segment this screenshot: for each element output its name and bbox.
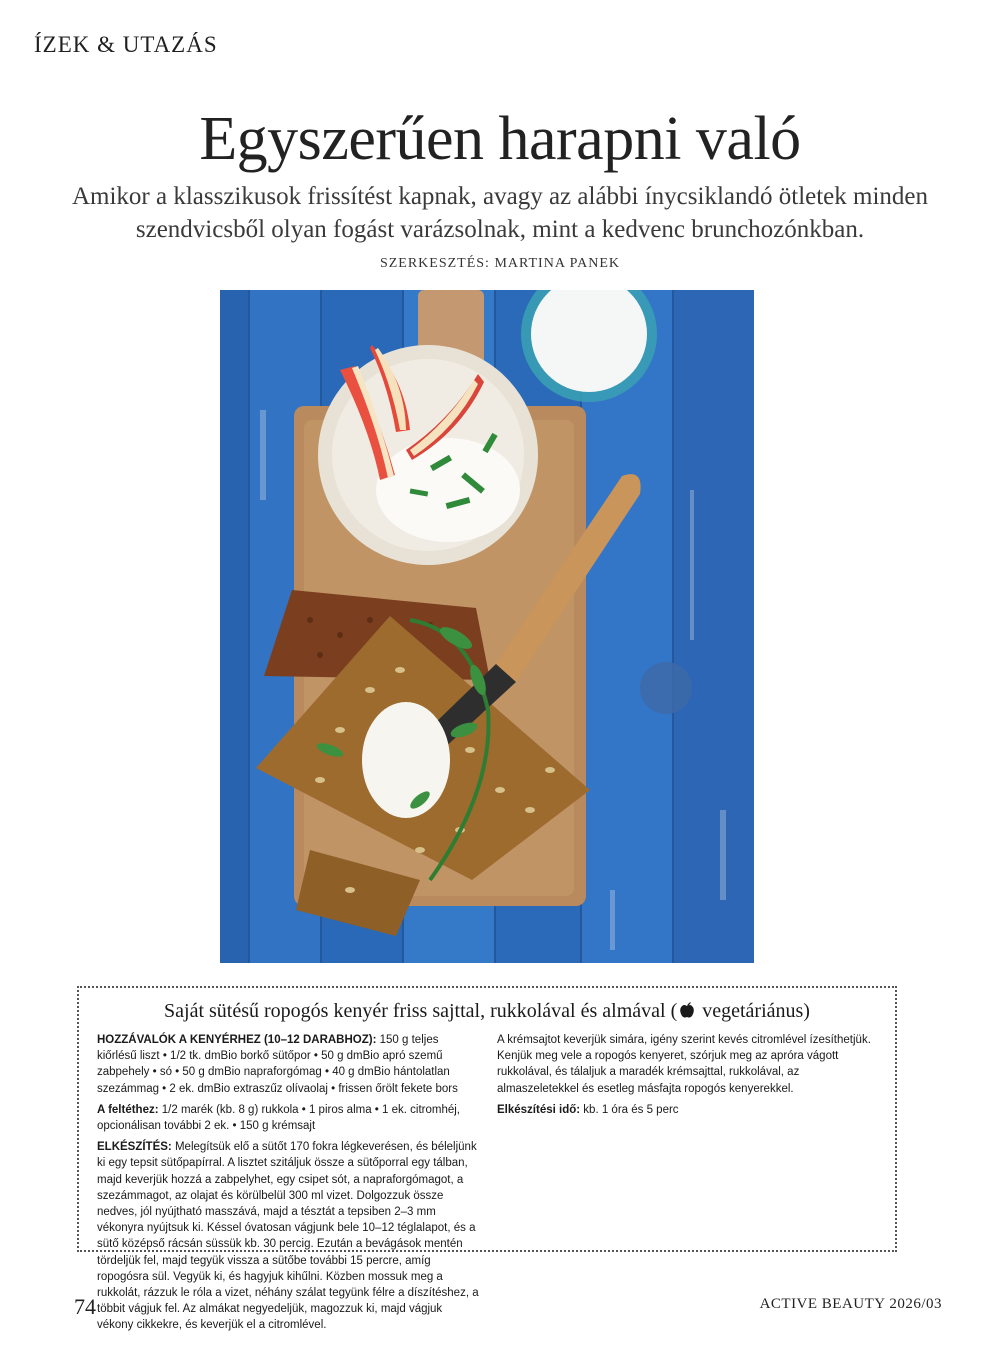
method-text-1: Melegítsük elő a sütőt 170 fokra légkeverésen, és béleljünk ki egy tepsit sütőpapírral. A lisztet szitáljuk össze a sütőporral egy tálban, majd keverjük hozzá a zabpelyhet, egy csipet sót, a napraforgómagot, a szezámmagot, az olajat és körülbelül 300 ml vizet. Dolgozzuk össze nedves, jól nyújtható masszává, majd a tésztát a tepsiben 2–3 mm vékonyra nyújtsuk ki. Késsel óvatosan vágjunk bele 10–12 téglalapot, és a sütő középső rácsán süssük kb. 30 percig. Ezután a bevágások mentén tördeljük fel, majd tegyük vissza a sütőbe további 15 percre, amíg ropogósra sül. Vegyük ki, és hagyjuk kihűlni. Közben mossuk meg a rukkolát, rázzuk le róla a vizet, néhány szálat tegyünk félre a díszítéshez, a többit vágjuk fel. Az almákat negyedeljük, magozzuk ki, majd vágjuk vékony cikkekre, és keverjük el a citromlével.	[97, 1141, 479, 1332]
prep-time-label: Elkészítési idő:	[497, 1103, 581, 1116]
food-photo-illustration	[220, 290, 754, 963]
method-part-1	[97, 1139, 479, 1333]
ingredients-bread	[97, 1032, 479, 1097]
magazine-name: ACTIVE BEAUTY 2026/03	[759, 1296, 942, 1312]
recipe-title-main: Saját sütésű ropogós kenyér friss sajttal, rukkolával és almával (	[164, 1000, 678, 1022]
method-text-2: A krémsajtot keverjük simára, igény szerint kevés citromlével ízesíthetjük. Kenjük meg vele a ropogós kenyeret, szórjuk meg az apróra vágott rukkolával, és tálaljuk a maradék krémsajttal, rukkolával, az almaszeletekkel és esetleg másfajta ropogós kenyerekkel.	[497, 1034, 871, 1095]
lede: Amikor a klasszikusok frissítést kapnak, avagy az alábbi ínycsiklandó ötletek minden szendvicsből olyan fogást varázsolnak, mint a kedvenc brunchozónkban.	[71, 183, 929, 243]
apple-icon	[679, 1002, 695, 1019]
headline: Egyszerűen harapni való	[199, 105, 801, 173]
recipe-title	[79, 1000, 895, 1023]
ingredients-bread-label: HOZZÁVALÓK A KENYÉRHEZ (10–12 DARABHOZ):	[97, 1034, 377, 1046]
recipe-column-right	[497, 1032, 883, 1123]
prep-time	[497, 1102, 883, 1118]
section-label: ÍZEK & UTAZÁS	[34, 32, 218, 57]
ingredients-bread-text: 150 g teljes kiőrlésű liszt • 1/2 tk. dmBio borkő sütőpor • 50 g dmBio apró szemű zabpehely • só • 50 g dmBio napraforgómag • 40 g dmBio hántolatlan szezámmag • 2 ek. dmBio extraszűz olívaolaj • frissen őrölt fekete bors	[97, 1034, 458, 1095]
method-label: ELKÉSZÍTÉS:	[97, 1141, 172, 1154]
recipe-title-tag: vegetáriánus)	[702, 1000, 810, 1022]
page-number: 74	[74, 1294, 96, 1319]
byline: SZERKESZTÉS: MARTINA PANEK	[379, 256, 621, 271]
food-photo	[220, 290, 754, 963]
prep-time-value: kb. 1 óra és 5 perc	[583, 1103, 679, 1116]
ingredients-topping	[97, 1102, 479, 1134]
recipe-column-left	[97, 1032, 479, 1339]
topping-label: A feltéthez:	[97, 1103, 159, 1116]
topping-text: 1/2 marék (kb. 8 g) rukkola • 1 piros alma • 1 ek. citromhéj, opcionálisan további 2 ek. • 150 g krémsajt	[97, 1103, 460, 1133]
